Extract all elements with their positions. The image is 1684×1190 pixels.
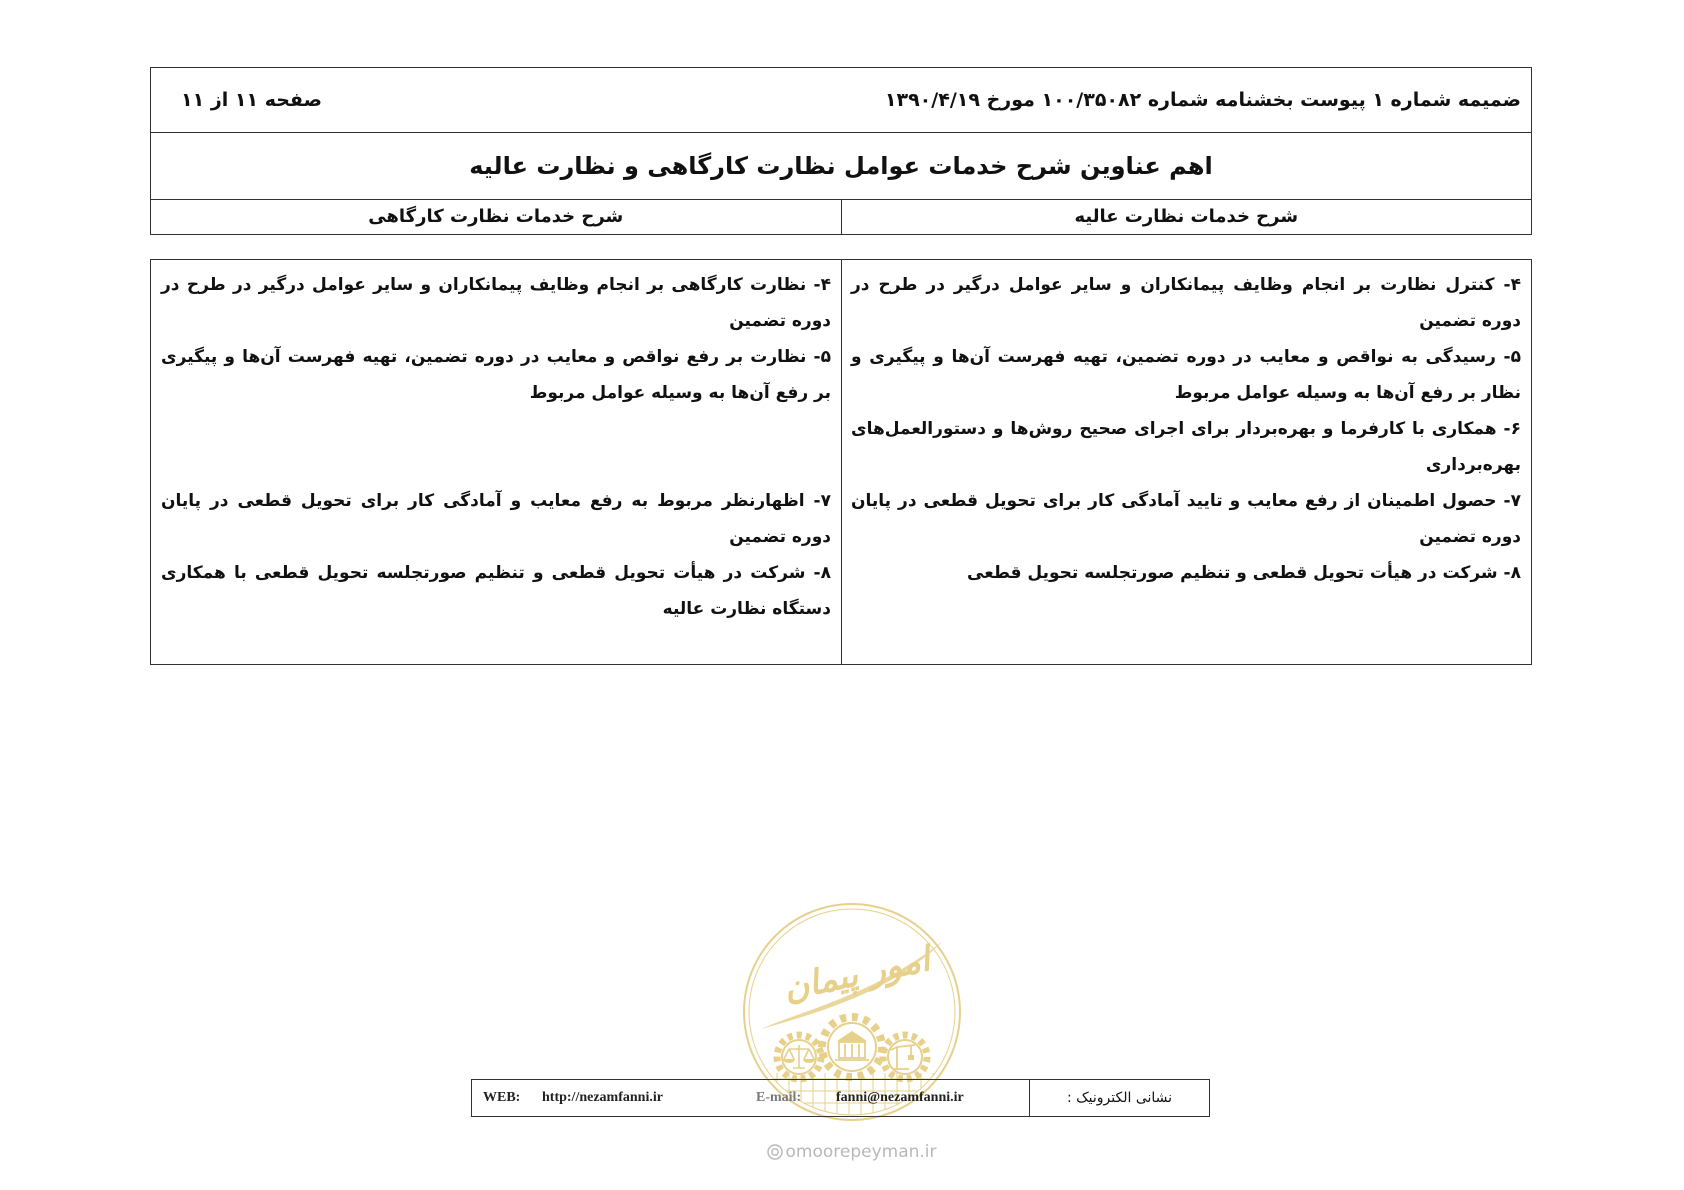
- column-headers: [151, 199, 1531, 234]
- gear-icon: [777, 1035, 821, 1079]
- high-supervision-item: ۵- رسیدگی به نواقص و معایب در دوره تضمین، تهیه فهرست آن‌ها و پیگیری و نظار بر رفع آن‌ها به وسیله عوامل مربوط: [851, 347, 1521, 403]
- footer-contact-box: [471, 1079, 1210, 1117]
- site-supervision-item: ۷- اظهارنظر مربوط به رفع معایب و آمادگی کار برای تحویل قطعی در پایان دوره تضمین: [161, 491, 831, 547]
- site-supervision-item: ۸- شرکت در هیأت تحویل قطعی و تنظیم صورتجلسه تحویل قطعی با همکاری دستگاه نظارت عالیه: [161, 563, 831, 619]
- omoorepeyman-logo-icon: [767, 1144, 783, 1160]
- email-label: E-mail:: [756, 1090, 802, 1105]
- footer-links: [472, 1080, 1031, 1116]
- high-supervision-item: ۸- شرکت در هیأت تحویل قطعی و تنظیم صورتجلسه تحویل قطعی: [967, 563, 1521, 583]
- site-watermark: [702, 1140, 1002, 1164]
- logo-lettering: امور پیمان: [780, 939, 934, 1010]
- column-header-high-supervision: شرح خدمات نظارت عالیه: [1074, 206, 1299, 227]
- web-url: http://nezamfanni.ir: [542, 1090, 663, 1105]
- attachment-title: ضمیمه شماره ۱ پیوست بخشنامه شماره ۱۰۰/۳۵۰۸۲ مورخ ۱۳۹۰/۴/۱۹: [884, 89, 1521, 111]
- web-label: WEB:: [483, 1090, 521, 1105]
- page-number: صفحه ۱۱ از ۱۱: [181, 89, 322, 111]
- column-header-site-supervision: شرح خدمات نظارت کارگاهی: [151, 200, 842, 234]
- high-supervision-item: ۷- حصول اطمینان از رفع معایب و تایید آمادگی کار برای تحویل قطعی در پایان دوره تضمین: [851, 491, 1521, 547]
- document-title: اهم عناوین شرح خدمات عوامل نظارت کارگاهی و نظارت عالیه: [151, 132, 1531, 199]
- watermark-text: omoorepeyman.ir: [785, 1142, 937, 1162]
- email-address: fanni@nezamfanni.ir: [836, 1090, 964, 1105]
- high-supervision-item: ۶- همکاری با کارفرما و بهره‌بردار برای اجرای صحیح روش‌ها و دستورالعمل‌های بهره‌برداری: [851, 419, 1521, 475]
- footer-address-label: نشانی الکترونیک :: [1029, 1080, 1209, 1116]
- gear-icon: [883, 1035, 927, 1079]
- high-supervision-item: ۴- کنترل نظارت بر انجام وظایف پیمانکاران و سایر عوامل درگیر در طرح در دوره تضمین: [851, 275, 1521, 331]
- site-supervision-item: ۴- نظارت کارگاهی بر انجام وظایف پیمانکاران و سایر عوامل درگیر در طرح در دوره تضمین: [161, 275, 831, 331]
- header-table: [150, 67, 1532, 235]
- services-table: [150, 259, 1532, 665]
- gear-icon: [822, 1017, 882, 1077]
- site-supervision-item: [151, 411, 841, 483]
- site-supervision-item: ۵- نظارت بر رفع نواقص و معایب در دوره تضمین، تهیه فهرست آن‌ها و پیگیری بر رفع آن‌ها به وسیله عوامل مربوط: [161, 347, 831, 403]
- header-info-row: [151, 68, 1531, 132]
- column-divider: [841, 260, 842, 664]
